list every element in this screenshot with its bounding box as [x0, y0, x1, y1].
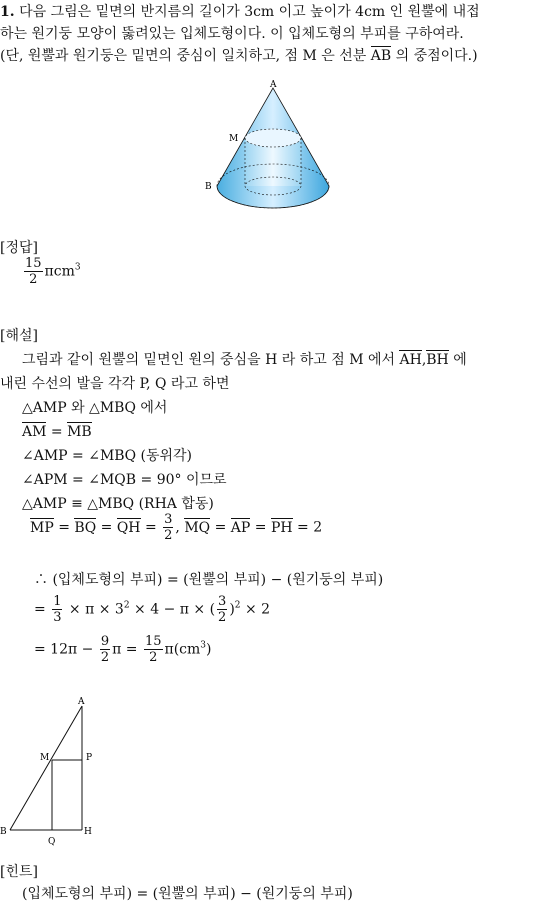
solution-line-5: ∠AMP = ∠MBQ (동위각): [22, 448, 193, 464]
problem-text-1: 다음 그림은 밑면의 반지름의 길이가 3cm 이고 높이가 4cm 인 원뿔에 내접: [19, 4, 480, 20]
answer-header: [정답]: [0, 240, 38, 256]
solution-line-11: = 12π − $\frac{9}{2}$ π = $\frac{15}{2}$ $\pi(cm^3)$: [34, 634, 212, 665]
tri-label-q: Q: [48, 837, 56, 847]
problem-text-3-pre: (단, 원뿔과 원기둥은 밑면의 중심이 일치하고, 점 M 은 선분: [0, 48, 367, 64]
cone-label-b: B: [205, 182, 212, 192]
problem-line-1: [0, 2, 480, 22]
tri-label-m: M: [40, 753, 50, 763]
cone-label-a: A: [270, 80, 277, 90]
tri-label-p: P: [86, 753, 93, 763]
solution-line-10: = $\frac{1}{3}$ × $\pi \times 3^2 \times 4 - \pi$ × ( $\frac{3}{2}$ )$^2$ × 2: [34, 594, 271, 625]
answer-value: $\frac{15}{2}$ πcm$^3$: [25, 256, 81, 287]
hypotenuse-ab: [10, 706, 82, 830]
solution-line-3: △AMP 와 △MBQ 에서: [22, 400, 168, 416]
problem-line-3: [0, 46, 478, 66]
solution-line-9: ∴ (입체도형의 부피) = (원뿔의 부피) − (원기둥의 부피): [34, 572, 384, 588]
segment-ah: AH: [399, 352, 422, 368]
cone-figure: [200, 78, 340, 218]
hint-header: [힌트]: [0, 864, 38, 880]
problem-text-3-post: 의 중점이다.): [395, 48, 478, 64]
cone-label-m: M: [229, 134, 239, 144]
problem-number: 1.: [0, 4, 15, 20]
solution-header: [해설]: [0, 328, 38, 344]
solution-line-6: ∠APM = ∠MQB = 90° 이므로: [22, 472, 227, 488]
solution-line-1: 그림과 같이 원뿔의 밑면인 원의 중심을 H 라 하고 점 M 에서 AH,BH 에: [22, 352, 467, 368]
problem-line-2: [0, 24, 464, 44]
answer-unit: πcm: [44, 263, 75, 280]
segment-bh: BH: [426, 352, 449, 368]
cylinder-top: [245, 129, 301, 147]
triangle-figure: [0, 696, 110, 850]
tri-label-a: A: [78, 697, 85, 707]
solution-line-4: AM = MB: [22, 424, 92, 440]
solution-line-7: △AMP ≡ △MBQ (RHA 합동): [22, 496, 214, 512]
segment-ab: AB: [370, 48, 392, 64]
solution-line-2: 내린 수선의 발을 각각 P, Q 라고 하면: [0, 376, 230, 392]
tri-label-b: B: [0, 827, 7, 837]
answer-fraction: $\frac{15}{2}$: [25, 256, 42, 287]
solution-line-8: MP = BQ = QH = $\frac{3}{2}$ , MQ = AP = PH = 2: [30, 512, 323, 543]
hint-text: (입체도형의 부피) = (원뿔의 부피) − (원기둥의 부피): [22, 886, 353, 902]
tri-label-h: H: [84, 827, 92, 837]
problem-text-2: 하는 원기둥 모양이 뚫려있는 입체도형이다. 이 입체도형의 부피를 구하여라.: [0, 26, 464, 42]
